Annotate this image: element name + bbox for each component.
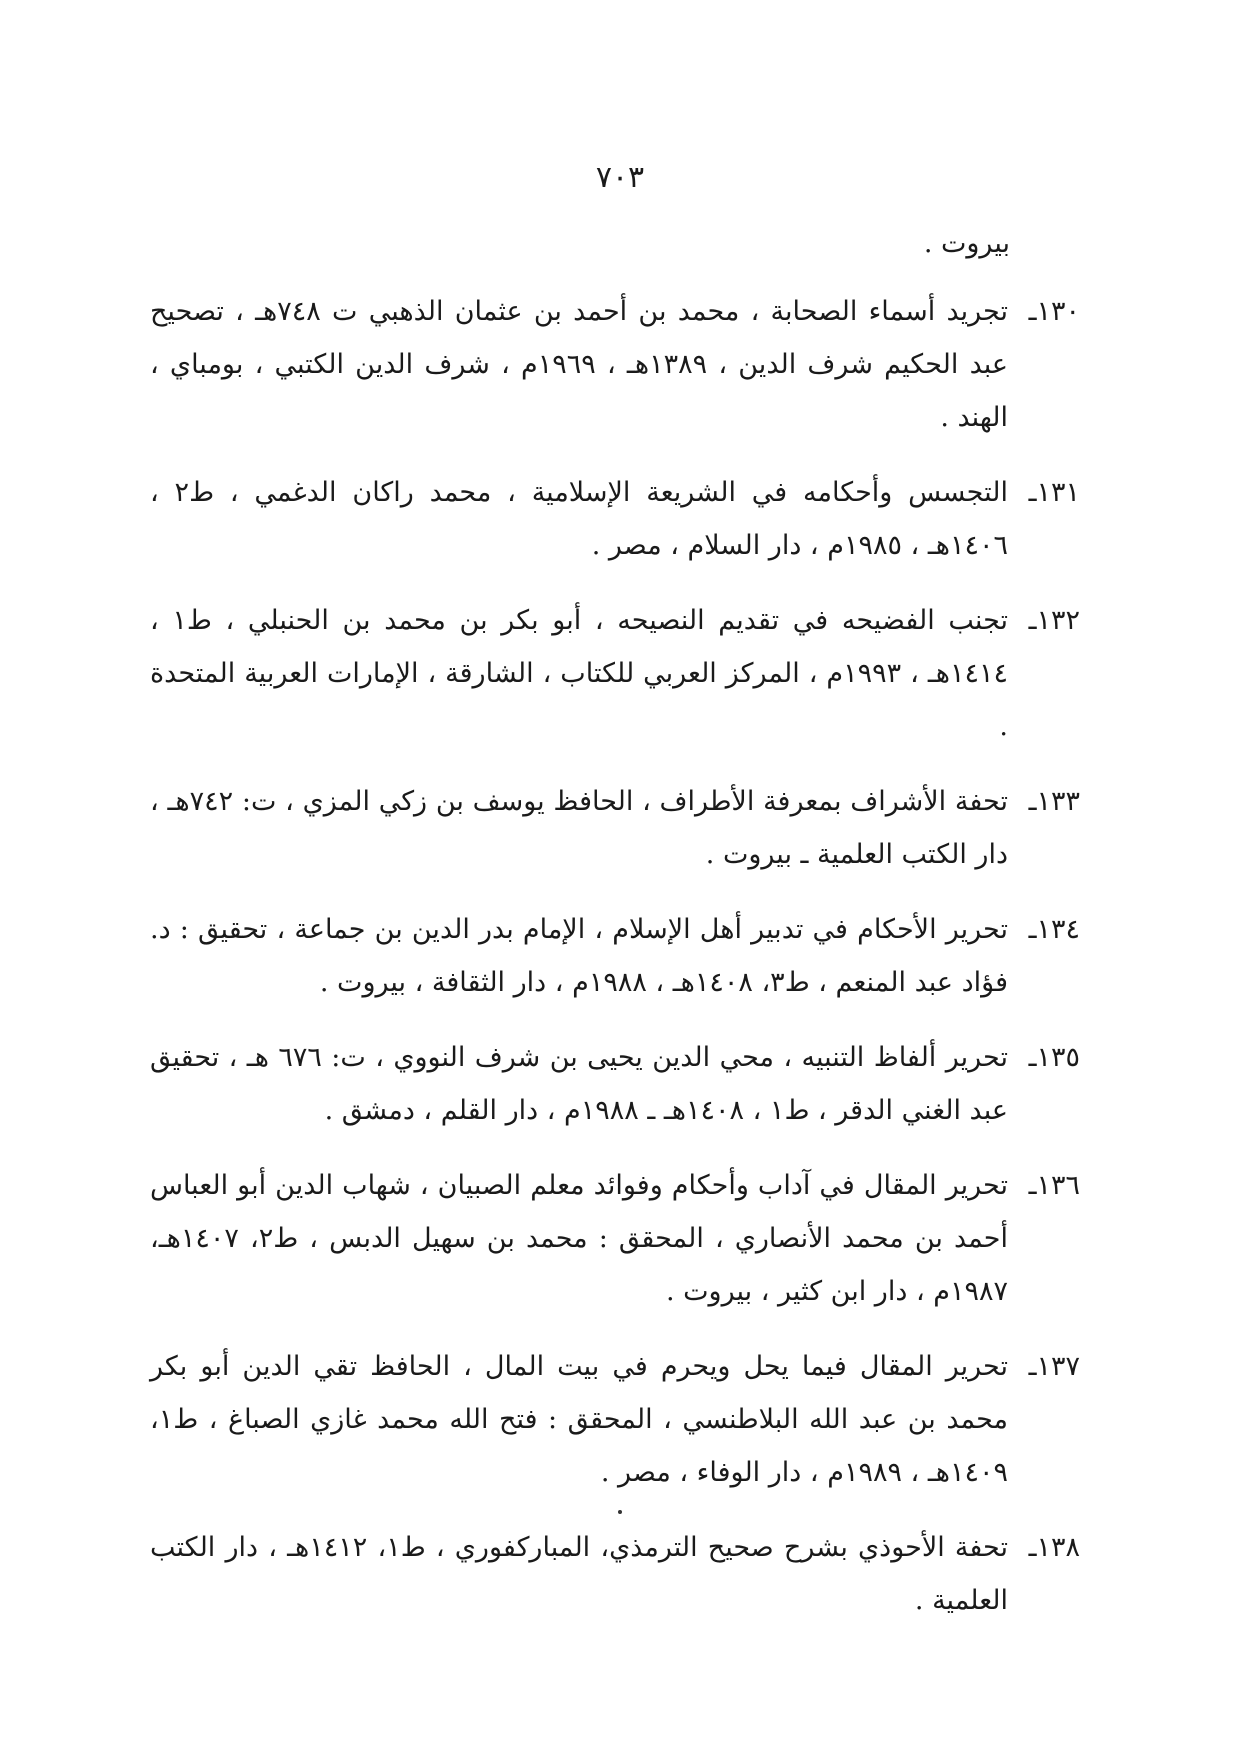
- entry-number: ١٣٤ـ: [1028, 914, 1080, 945]
- entry-number: ١٣٦ـ: [1028, 1170, 1080, 1201]
- entry-text: تحرير المقال فيما يحل ويحرم في بيت المال ، الحافظ تقي الدين أبو بكر محمد بن عبد الله البلاطنسي ، المحقق : فتح الله محمد غازي الصباغ ، ط١، ١٤٠٩هـ ، ١٩٨٩م ، دار الوفاء ، مصر .: [150, 1351, 1008, 1488]
- page-number: ٧٠٣: [595, 160, 645, 195]
- entry-text: تجنب الفضيحه في تقديم النصيحه ، أبو بكر بن محمد بن الحنبلي ، ط١ ، ١٤١٤هـ ، ١٩٩٣م ، المركز العربي للكتاب ، الشارقة ، الإمارات العربية المتحدة .: [150, 605, 1009, 742]
- bibliography-entry: [150, 285, 1080, 444]
- bibliography-entry: [150, 466, 1080, 572]
- bibliography-entry: [150, 1031, 1080, 1137]
- entry-number: ١٣١ـ: [1028, 477, 1080, 508]
- bibliography-entry: [150, 594, 1080, 753]
- entry-text: تحرير المقال في آداب وأحكام وفوائد معلم الصبيان ، شهاب الدين أبو العباس أحمد بن محمد الأنصاري ، المحقق : محمد بن سهيل الدبس ، ط٢، ١٤٠٧هـ، ١٩٨٧م ، دار ابن كثير ، بيروت .: [150, 1170, 1008, 1307]
- scan-dot-mark: [618, 1510, 622, 1514]
- bibliography-entry: [150, 903, 1080, 1009]
- entry-text: تحرير ألفاظ التنبيه ، محي الدين يحيى بن شرف النووي ، ت: ٦٧٦ هـ ، تحقيق عبد الغني الدقر ، ط١ ، ١٤٠٨هـ ـ ١٩٨٨م ، دار القلم ، دمشق .: [150, 1042, 1008, 1126]
- entry-number: ١٣٠ـ: [1028, 296, 1080, 327]
- bibliography-entry: [150, 1521, 1080, 1627]
- entry-number: ١٣٣ـ: [1028, 786, 1080, 817]
- entry-number: ١٣٥ـ: [1028, 1042, 1080, 1073]
- entry-text: تحرير الأحكام في تدبير أهل الإسلام ، الإمام بدر الدين بن جماعة ، تحقيق : د. فؤاد عبد المنعم ، ط٣، ١٤٠٨هـ ، ١٩٨٨م ، دار الثقافة ، بيروت .: [150, 914, 1008, 998]
- entry-number: ١٣٢ـ: [1028, 605, 1080, 636]
- entry-text: التجسس وأحكامه في الشريعة الإسلامية ، محمد راكان الدغمي ، ط٢ ، ١٤٠٦هـ ، ١٩٨٥م ، دار السلام ، مصر .: [150, 477, 1008, 561]
- bibliography-entry: [150, 1340, 1080, 1499]
- bibliography-entry: [150, 1159, 1080, 1318]
- entry-number: ١٣٨ـ: [1028, 1532, 1080, 1563]
- entry-number: ١٣٧ـ: [1028, 1351, 1080, 1382]
- bibliography-list: [150, 285, 1080, 1649]
- entry-text: تجريد أسماء الصحابة ، محمد بن أحمد بن عثمان الذهبي ت ٧٤٨هـ ، تصحيح عبد الحكيم شرف الدين ، ١٣٨٩هـ ، ١٩٦٩م ، شرف الدين الكتبي ، بومباي ، الهند .: [150, 296, 1008, 433]
- bibliography-entry: [150, 775, 1080, 881]
- entry-text: تحفة الأحوذي بشرح صحيح الترمذي، المباركفوري ، ط١، ١٤١٢هـ ، دار الكتب العلمية .: [150, 1532, 1009, 1616]
- entry-text: تحفة الأشراف بمعرفة الأطراف ، الحافظ يوسف بن زكي المزي ، ت: ٧٤٢هـ ، دار الكتب العلمية ـ بيروت .: [150, 786, 1008, 870]
- continuation-text: بيروت .: [923, 228, 1010, 259]
